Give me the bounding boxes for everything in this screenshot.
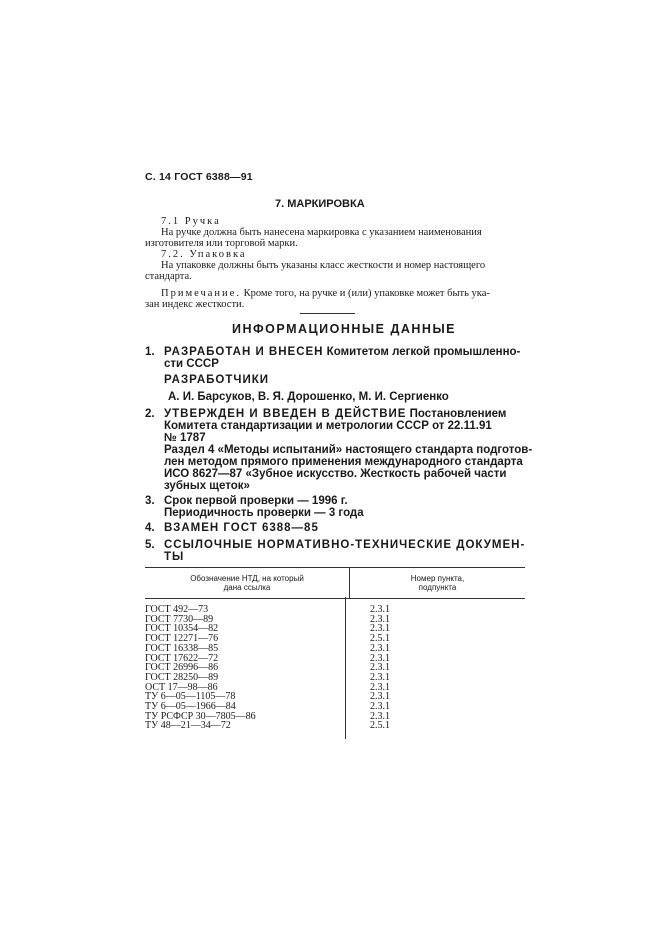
info-item-1-cont: сти СССР	[164, 358, 219, 370]
ref-doc-designation: ГОСТ 12271—76	[145, 633, 219, 645]
ref-clause-number: 2.3.1	[370, 701, 390, 713]
info-item-5: 5. ССЫЛОЧНЫЕ НОРМАТИВНО-ТЕХНИЧЕСКИЕ ДОКУМЕН-	[145, 539, 526, 551]
info-item-2: 2. УТВЕРЖДЕН И ВВЕДЕН В ДЕЙСТВИЕ Постановлением	[145, 408, 507, 420]
ref-doc-designation: ГОСТ 10354—82	[145, 623, 219, 635]
ref-doc-designation: ТУ РСФСР 30—7805—86	[145, 710, 256, 722]
ref-clause-number: 2.3.1	[370, 613, 390, 625]
info-item-5-cont: ТЫ	[164, 551, 185, 563]
info-item-2-line7: зубных щеток»	[164, 480, 250, 492]
ref-clause-number: 2.3.1	[370, 710, 390, 722]
ref-doc-designation: ГОСТ 16338—85	[145, 642, 219, 654]
note-cont: зан индекс жесткости.	[145, 299, 245, 310]
ref-doc-designation: ГОСТ 28250—89	[145, 671, 219, 683]
ref-clause-number: 2.3.1	[370, 623, 390, 635]
ref-table-col1-header: Обозначение НТД, на который дана ссылка	[145, 568, 350, 599]
info-item-2-line4: Раздел 4 «Методы испытаний» настоящего стандарта подготов-	[164, 444, 533, 456]
ref-clause-number: 2.3.1	[370, 671, 390, 683]
ref-clause-number: 2.3.1	[370, 604, 390, 615]
info-item-2-line3: № 1787	[164, 432, 206, 444]
ref-clause-number: 2.3.1	[370, 662, 390, 674]
ref-table-col2-header: Номер пункта, подпункта	[350, 568, 526, 599]
info-item-2-line6: ИСО 8627—87 «Зубное искусство. Жесткость рабочей части	[164, 468, 507, 480]
page-header: С. 14 ГОСТ 6388—91	[145, 171, 253, 183]
info-title: ИНФОРМАЦИОННЫЕ ДАННЫЕ	[232, 322, 457, 336]
info-item-1: 1. РАЗРАБОТАН И ВНЕСЕН Комитетом легкой промышленно-	[145, 346, 521, 358]
ref-doc-designation: ГОСТ 17622—72	[145, 652, 219, 664]
reference-table-body	[145, 605, 430, 731]
ref-doc-designation: ГОСТ 492—73	[145, 604, 209, 615]
ref-clause-number: 2.3.1	[370, 652, 390, 664]
ref-doc-designation: ОСТ 17—98—86	[145, 681, 218, 693]
table-row	[145, 721, 430, 731]
note	[161, 288, 490, 300]
developers-label: РАЗРАБОТЧИКИ	[164, 374, 269, 386]
note-text: Кроме того, на ручке и (или) упаковке может быть ука-	[240, 288, 490, 299]
ref-doc-designation: ТУ 6—05—1105—78	[145, 691, 236, 703]
section-7-title: 7. МАРКИРОВКА	[275, 198, 365, 210]
info-item-4: 4. ВЗАМЕН ГОСТ 6388—85	[145, 522, 319, 534]
note-label: Примечание.	[161, 288, 241, 299]
item-7-2-text-cont: стандарта.	[145, 271, 192, 282]
info-item-2-line5: лен методом прямого применения международного стандарта	[164, 456, 523, 468]
ref-clause-number: 2.5.1	[370, 633, 390, 645]
ref-clause-number: 2.3.1	[370, 691, 390, 703]
ref-doc-designation: ТУ 48—21—34—72	[145, 720, 231, 732]
ref-clause-number: 2.3.1	[370, 642, 390, 654]
ref-clause-number: 2.5.1	[370, 720, 390, 732]
reference-table	[145, 567, 525, 599]
info-item-2-line2: Комитета стандартизации и метрологии СССР от 22.11.91	[164, 420, 492, 432]
item-7-1-text-cont: изготовителя или торговой марки.	[145, 238, 298, 249]
developers-names: А. И. Барсуков, В. Я. Дорошенко, М. И. Сергиенко	[168, 391, 449, 403]
ref-clause-number: 2.3.1	[370, 681, 390, 693]
item-7-1-text: На ручке должна быть нанесена маркировка с указанием наименования	[161, 227, 482, 238]
ref-doc-designation: ТУ 6—05—1966—84	[145, 701, 236, 713]
item-7-1-heading: 7.1 Ручка	[161, 216, 221, 227]
ref-doc-designation: ГОСТ 26996—86	[145, 662, 219, 674]
info-item-3-cont: Периодичность проверки — 3 года	[164, 507, 364, 519]
item-7-2-text: На упаковке должны быть указаны класс жесткости и номер настоящего	[161, 260, 486, 271]
section-divider	[300, 313, 355, 314]
ref-doc-designation: ГОСТ 7730—89	[145, 613, 214, 625]
info-item-3: 3. Срок первой проверки — 1996 г.	[145, 495, 348, 507]
item-7-2-heading: 7.2. Упаковка	[161, 249, 247, 260]
